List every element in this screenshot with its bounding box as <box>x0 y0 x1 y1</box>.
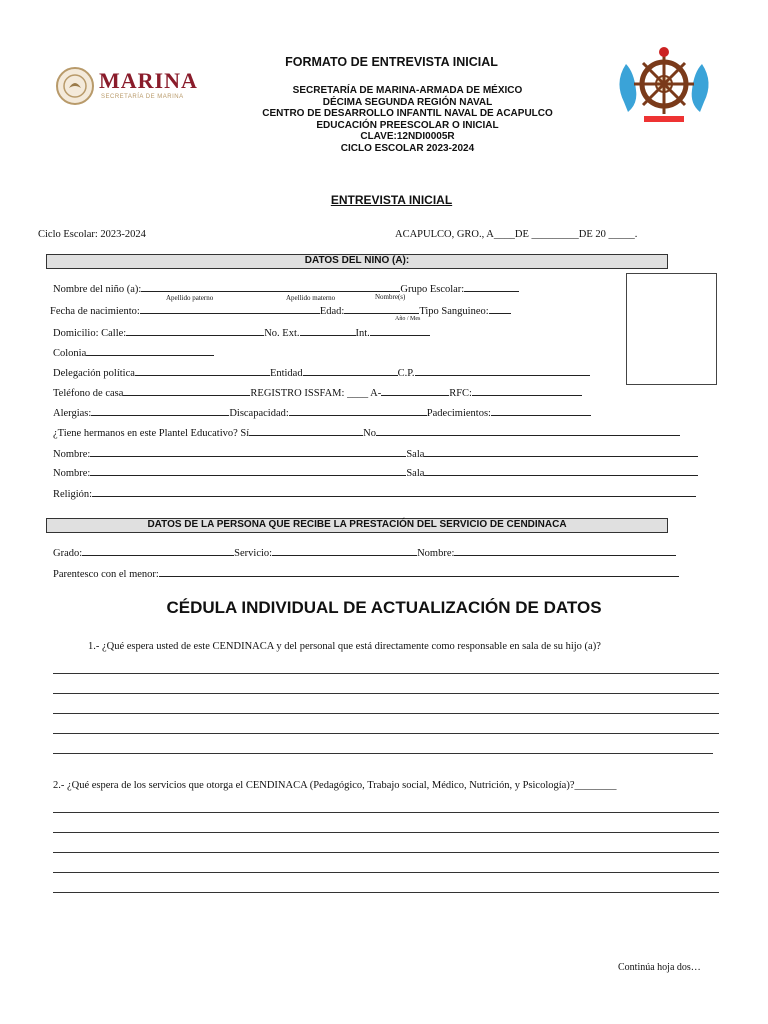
answer-line[interactable] <box>53 693 719 694</box>
blood-label: Tipo Sanguineo: <box>419 306 489 317</box>
room-label: Sala <box>406 468 425 479</box>
header-line: EDUCACIÓN PREESCOLAR O INICIAL <box>316 119 499 131</box>
disability-field[interactable] <box>289 405 427 416</box>
sibling-name-field[interactable] <box>90 446 406 457</box>
rfc-label: RFC: <box>449 388 472 399</box>
sub-label: Apellido paterno <box>166 294 214 302</box>
section-child-data: DATOS DEL NINO (A): <box>46 254 668 269</box>
ext-field[interactable] <box>300 325 356 336</box>
grade-label: Grado: <box>53 548 83 559</box>
colonia-row <box>53 345 214 359</box>
cp-field[interactable] <box>415 365 590 376</box>
religion-label: Religión: <box>53 489 93 500</box>
recipient-name-label: Nombre: <box>417 548 455 559</box>
address-row <box>53 325 430 339</box>
ext-label: No. Ext. <box>264 328 300 339</box>
question-1: 1.- ¿Qué espera usted de este CENDINACA y del personal que está directamente como responsable en sala de su hijo (a)? <box>88 641 601 652</box>
phone-row <box>53 385 582 399</box>
siblings-yes-field[interactable] <box>249 425 363 436</box>
eagle-seal-icon <box>55 66 95 106</box>
institution-header <box>200 85 615 154</box>
birth-label: Fecha de nacimiento: <box>50 306 140 317</box>
phone-field[interactable] <box>123 385 250 396</box>
logo-subtext: SECRETARÍA DE MARINA <box>101 94 184 100</box>
siblings-no-field[interactable] <box>376 425 680 436</box>
sibling-name-field[interactable] <box>90 465 406 476</box>
naval-emblem <box>614 42 714 127</box>
footer-note: Continúa hoja dos… <box>618 962 701 973</box>
birth-field[interactable] <box>140 303 320 314</box>
answer-line[interactable] <box>53 673 719 674</box>
group-field[interactable] <box>464 281 519 292</box>
disability-label: Discapacidad: <box>229 408 289 419</box>
sub-label: Nombre(s) <box>375 293 406 301</box>
cp-label: C.P. <box>397 368 415 379</box>
int-label: Int. <box>355 328 370 339</box>
child-name-field[interactable] <box>141 281 400 292</box>
grade-field[interactable] <box>82 545 234 556</box>
interview-title: ENTREVISTA INICIAL <box>330 193 453 207</box>
room-field[interactable] <box>424 465 698 476</box>
state-field[interactable] <box>303 365 398 376</box>
sub-label: Apellido materno <box>286 294 336 302</box>
answer-line[interactable] <box>53 713 719 714</box>
form-title: FORMATO DE ENTREVISTA INICIAL <box>285 55 498 69</box>
delegation-row <box>53 365 590 379</box>
issfam-field[interactable] <box>381 385 449 396</box>
street-label: Domicilio: Calle: <box>53 328 127 339</box>
section-recipient-data: DATOS DE LA PERSONA QUE RECIBE LA PRESTACIÓN DEL SERVICIO DE CENDINACA <box>46 518 668 533</box>
question-2: 2.- ¿Qué espera de los servicios que otorga el CENDINACA (Pedagógico, Trabajo social, Médico, Nutrición, y Psicología)?________ <box>53 780 617 791</box>
sibling-row <box>53 446 698 460</box>
religion-field[interactable] <box>92 486 696 497</box>
sibling-name-label: Nombre: <box>53 468 91 479</box>
sibling-row <box>53 465 698 479</box>
relationship-row <box>53 566 679 580</box>
allergies-field[interactable] <box>91 405 229 416</box>
answer-line[interactable] <box>53 733 719 734</box>
header-line: CENTRO DE DESARROLLO INFANTIL NAVAL DE ACAPULCO <box>262 108 553 119</box>
cycle-line: Ciclo Escolar: 2023-2024 <box>38 229 146 240</box>
service-field[interactable] <box>272 545 417 556</box>
int-field[interactable] <box>370 325 430 336</box>
allergies-row <box>53 405 591 419</box>
issfam-label: REGISTRO ISSFAM: ____ A- <box>250 388 382 399</box>
allergies-label: Alergias: <box>53 408 92 419</box>
answer-line[interactable] <box>53 832 719 833</box>
room-field[interactable] <box>424 446 698 457</box>
child-name-label: Nombre del niño (a): <box>53 284 142 295</box>
place-date-line: ACAPULCO, GRO., A____DE _________DE 20 _____. <box>395 229 638 240</box>
street-field[interactable] <box>126 325 264 336</box>
relationship-field[interactable] <box>159 566 679 577</box>
conditions-label: Padecimientos: <box>426 408 491 419</box>
header-line: CICLO ESCOLAR 2023-2024 <box>340 142 475 154</box>
answer-line[interactable] <box>53 892 719 893</box>
colonia-field[interactable] <box>86 345 214 356</box>
blood-field[interactable] <box>489 303 511 314</box>
cedula-title: CÉDULA INDIVIDUAL DE ACTUALIZACIÓN DE DATOS <box>166 598 602 617</box>
answer-line[interactable] <box>53 872 719 873</box>
siblings-no-label: No <box>363 428 376 439</box>
age-field[interactable] <box>344 303 419 314</box>
rfc-field[interactable] <box>472 385 582 396</box>
child-name-row <box>53 281 519 295</box>
sub-label: Año / Mes <box>395 316 421 322</box>
delegation-field[interactable] <box>135 365 270 376</box>
sibling-name-label: Nombre: <box>53 449 91 460</box>
answer-line[interactable] <box>53 812 719 813</box>
photo-box <box>626 273 717 385</box>
phone-label: Teléfono de casa <box>53 388 124 399</box>
state-label: Entidad <box>269 368 303 379</box>
conditions-field[interactable] <box>491 405 591 416</box>
answer-line[interactable] <box>53 753 713 754</box>
header-line: SECRETARÍA DE MARINA-ARMADA DE MÉXICO <box>292 85 523 96</box>
recipient-name-field[interactable] <box>454 545 676 556</box>
colonia-label: Colonia <box>53 348 87 359</box>
delegation-label: Delegación política <box>53 368 135 379</box>
siblings-label: ¿Tiene hermanos en este Plantel Educativo? Sí <box>53 428 250 439</box>
header-line: CLAVE:12NDI0005R <box>360 131 455 142</box>
answer-line[interactable] <box>53 852 719 853</box>
room-label: Sala <box>406 449 425 460</box>
logo-text: MARINA <box>99 68 198 93</box>
ship-wheel-emblem-icon <box>614 42 714 127</box>
age-label: Edad: <box>319 306 345 317</box>
siblings-row <box>53 425 680 439</box>
recipient-row <box>53 545 676 559</box>
header-line: DÉCIMA SEGUNDA REGIÓN NAVAL <box>322 96 493 108</box>
religion-row <box>53 486 696 500</box>
service-label: Servicio: <box>234 548 273 559</box>
group-label: Grupo Escolar: <box>400 284 465 295</box>
birth-row <box>50 303 511 317</box>
relationship-label: Parentesco con el menor: <box>53 569 159 580</box>
